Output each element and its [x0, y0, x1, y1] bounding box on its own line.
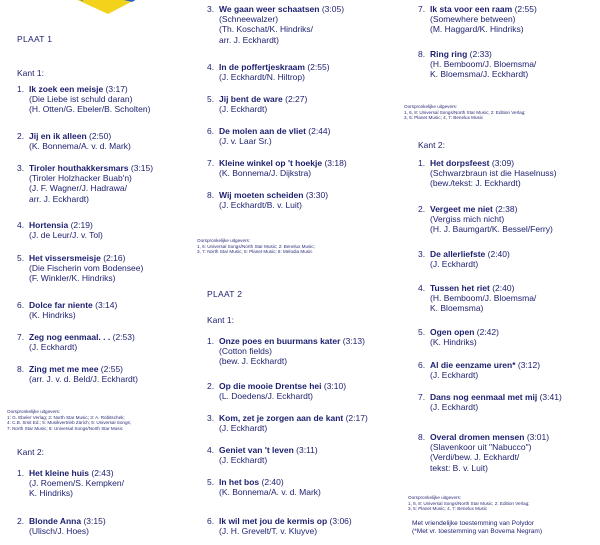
kant-heading: Kant 2: [418, 140, 445, 150]
publisher-note [7, 409, 131, 431]
track-title: Kom, zet je zorgen aan de kant [219, 413, 344, 423]
track-title: Ring ring [430, 49, 468, 59]
track-credit: (H. Bemboom/J. Bloemsma/ [430, 293, 537, 304]
publisher-line: 3, 5: Planet Music; 4, 7: Benelux Music [408, 506, 488, 512]
track-credit: (F. Winkler/K. Hindriks) [29, 273, 116, 284]
track-credit: (J. Eckhardt) [430, 402, 479, 413]
track-credit: (Tiroler Holzhacker Buab'n) [29, 173, 132, 184]
track-heading [207, 62, 330, 72]
track-duration: (3:01) [524, 432, 550, 442]
track-credit: (Verdi/bew. J. Eckhardt/ [430, 452, 520, 463]
track-number: 7. [418, 4, 426, 14]
track-title: In het bos [219, 477, 260, 487]
track-credit: (K. Bonnema/A. v. d. Mark) [219, 487, 321, 498]
track-title: Zeg nog eenmaal. . . [29, 332, 111, 342]
track-duration: (2:33) [467, 49, 492, 59]
publisher-line: 1, 6, 8: Universal Songs/North Star Music; 2: Edition Verlag; [404, 109, 526, 115]
publisher-line: 3, 5: Planet Music; 4, 7: Benelux Music [404, 115, 484, 121]
track-credit: (L. Doedens/J. Eckhardt) [219, 391, 314, 402]
track-number: 8. [418, 432, 426, 442]
track-duration: (3:06) [327, 516, 352, 526]
publisher-line: 7: North Star Music; 8: Universal Songs/North Star Music [7, 425, 123, 431]
track-item [17, 364, 138, 384]
track-number: 4. [207, 445, 215, 455]
track-item [17, 220, 103, 240]
track-number: 8. [17, 364, 25, 374]
track-number: 5. [17, 253, 25, 263]
track-title: Overal dromen mensen [430, 432, 525, 442]
track-credit: (K. Bonnema/J. Dijkstra) [219, 168, 312, 179]
track-number: 3. [207, 4, 215, 14]
track-item [207, 381, 346, 401]
track-title: Wij moeten scheiden [219, 190, 304, 200]
kant-heading: Kant 1: [17, 68, 44, 78]
track-number: 8. [418, 49, 426, 59]
track-credit: (J. Eckhardt) [430, 259, 479, 270]
track-title: Ik sta voor een raam [430, 4, 513, 14]
track-title: Hortensia [29, 220, 69, 230]
track-duration: (2:16) [100, 253, 126, 263]
track-credit: (Cotton fields) [219, 346, 272, 357]
track-number: 8. [207, 190, 215, 200]
track-duration: (3:30) [303, 190, 329, 200]
track-credit: (H. J. Baumgart/K. Bessel/Ferry) [430, 224, 553, 235]
track-duration: (2:44) [305, 126, 331, 136]
track-duration: (3:15) [128, 163, 154, 173]
publisher-line: 4: C.B. Smit Ed.; 5: Musikvertrieb Zürich; 6: Universal Songs; [7, 420, 132, 426]
track-duration: (3:15) [81, 516, 106, 526]
publisher-line: 1, 6, 8: Universal Songs/North Star Music; 2: Edition Verlag; [408, 500, 530, 506]
track-heading [17, 220, 103, 230]
track-item [207, 62, 330, 82]
track-item [207, 413, 368, 433]
track-heading [17, 364, 138, 374]
track-credit: (Slavenkoor uit "Nabucco") [430, 442, 532, 453]
track-title: Blonde Anna [29, 516, 82, 526]
track-title: De allerliefste [430, 249, 486, 259]
track-credit: (Ulisch/J. Hoes) [29, 526, 89, 537]
publisher-note [408, 495, 530, 512]
track-credit: (J. Eckhardt/N. Hiltrop) [219, 72, 305, 83]
track-credit: (J. Eckhardt) [219, 104, 268, 115]
permission-note [412, 520, 542, 536]
track-credit: K. Bloemsma) [430, 303, 484, 314]
track-heading [418, 392, 562, 402]
track-duration: (2:43) [89, 468, 114, 478]
track-credit: (Somewhere between) [430, 14, 516, 25]
track-item [418, 360, 540, 380]
track-number: 4. [17, 220, 25, 230]
track-title: We gaan weer schaatsen [219, 4, 320, 14]
track-item [207, 190, 328, 210]
track-number: 3. [418, 249, 426, 259]
track-credit: (J. Roemen/S. Kempken/ [29, 478, 124, 489]
track-number: 3. [207, 413, 215, 423]
track-title: Dans nog eenmaal met mij [430, 392, 538, 402]
track-title: Tiroler houthakkersmars [29, 163, 129, 173]
track-credit: (J. Eckhardt) [219, 423, 268, 434]
track-number: 3. [17, 163, 25, 173]
track-duration: (2:40) [485, 249, 510, 259]
track-title: Op die mooie Drentse hei [219, 381, 322, 391]
publisher-line: Oorspronkelijke uitgevers: [197, 238, 251, 243]
track-number: 4. [418, 283, 426, 293]
track-heading [207, 4, 344, 14]
kant-heading: Kant 1: [207, 315, 234, 325]
track-title: In de poffertjeskraam [219, 62, 305, 72]
track-heading [418, 158, 557, 168]
track-item [17, 253, 143, 284]
track-credit: K. Hindriks) [29, 488, 73, 499]
track-heading [207, 190, 328, 200]
track-number: 5. [207, 477, 215, 487]
publisher-line: 1: G. Ebeler Verlag; 2: North Star Music; 3: A. Robitschek; [7, 414, 125, 420]
track-credit: (J. v. Laar Sr.) [219, 136, 272, 147]
publisher-line: Oorspronkelijke uitgevers: [7, 409, 61, 414]
track-heading [17, 131, 131, 141]
track-credit: (Schwarzbraun ist die Haselnuss) [430, 168, 557, 179]
track-title: Geniet van 't leven [219, 445, 294, 455]
track-title: Ik zoek een meisje [29, 84, 104, 94]
record-label-logo [60, 0, 150, 16]
track-heading [418, 432, 549, 442]
track-heading [418, 360, 540, 370]
track-number: 2. [17, 131, 25, 141]
track-duration: (2:38) [492, 204, 518, 214]
track-item [17, 300, 117, 320]
track-item [207, 158, 347, 178]
track-title: De molen aan de vliet [219, 126, 306, 136]
track-heading [17, 253, 143, 263]
track-item [207, 445, 318, 465]
track-number: 4. [207, 62, 215, 72]
track-heading [17, 84, 150, 94]
track-heading [17, 468, 124, 478]
track-item [418, 4, 537, 35]
track-number: 7. [418, 392, 426, 402]
track-item [418, 432, 549, 473]
track-duration: (3:14) [92, 300, 118, 310]
track-title: Tussen het riet [430, 283, 490, 293]
track-heading [17, 163, 153, 173]
track-credit: (J. Eckhardt/B. v. Luit) [219, 200, 302, 211]
track-title: Dolce far niente [29, 300, 93, 310]
track-number: 7. [17, 332, 25, 342]
track-credit: (J. F. Wagner/J. Hadrawa/ [29, 183, 127, 194]
track-credit: (H. Otten/G. Ebeler/B. Scholten) [29, 104, 151, 115]
track-heading [418, 283, 536, 293]
track-item [418, 49, 536, 80]
track-duration: (2:17) [343, 413, 368, 423]
track-title: Het kleine huis [29, 468, 89, 478]
track-duration: (2:55) [512, 4, 537, 14]
track-duration: (2:55) [304, 62, 330, 72]
track-credit: (K. Hindriks) [29, 310, 76, 321]
track-heading [207, 477, 321, 487]
track-number: 2. [207, 381, 215, 391]
track-heading [207, 381, 346, 391]
track-credit: (bew. J. Eckhardt) [219, 356, 288, 367]
track-duration: (2:27) [282, 94, 308, 104]
plaat-heading: PLAAT 2 [207, 289, 243, 299]
track-heading [207, 158, 347, 168]
publisher-line: Oorspronkelijke uitgevers: [408, 495, 462, 500]
track-number: 6. [207, 516, 215, 526]
track-credit: tekst: B. v. Luit) [430, 462, 488, 473]
track-item [418, 283, 536, 314]
track-duration: (3:41) [537, 392, 562, 402]
track-heading [17, 516, 106, 526]
track-duration: (2:42) [474, 327, 499, 337]
track-item [207, 94, 307, 114]
track-duration: (3:12) [515, 360, 541, 370]
track-heading [418, 249, 510, 259]
track-item [17, 516, 106, 536]
track-heading [207, 126, 331, 136]
track-item [418, 392, 562, 412]
track-item [17, 84, 150, 115]
track-title: Het dorpsfeest [430, 158, 490, 168]
track-credit: (K. Bonnema/A. v. d. Mark) [29, 141, 131, 152]
permission-line: Met vriendelijke toestemming van Polydor [412, 520, 535, 527]
track-title: Onze poes en buurmans kater [219, 336, 341, 346]
track-number: 1. [418, 158, 426, 168]
track-item [17, 332, 135, 352]
track-credit: (Vergiss mich nicht) [430, 214, 505, 225]
track-duration: (3:18) [322, 158, 347, 168]
publisher-note [404, 104, 526, 121]
track-duration: (2:50) [86, 131, 112, 141]
track-duration: (3:11) [293, 445, 318, 455]
track-duration: (2:53) [110, 332, 135, 342]
track-credit: (J. H. Grevelt/T. v. Kluyve) [219, 526, 318, 537]
track-duration: (2:40) [489, 283, 515, 293]
track-credit: (J. de Leur/J. v. Tol) [29, 230, 103, 241]
track-credit: (K. Hindriks) [430, 337, 477, 348]
track-title: Jij bent de ware [219, 94, 283, 104]
track-title: Ik wil met jou de kermis op [219, 516, 328, 526]
track-heading [418, 49, 536, 59]
track-title: Al die eenzame uren* [430, 360, 516, 370]
track-title: Zing met me mee [29, 364, 99, 374]
permission-line: (*Met vr. toestemming van Bovema Negram) [412, 528, 543, 536]
track-item [207, 126, 331, 146]
track-number: 6. [207, 126, 215, 136]
track-duration: (2:19) [68, 220, 93, 230]
track-duration: (2:55) [98, 364, 124, 374]
track-item [418, 158, 557, 189]
track-item [418, 249, 510, 269]
track-heading [418, 204, 553, 214]
track-heading [17, 332, 135, 342]
track-heading [207, 94, 307, 104]
track-heading [207, 445, 318, 455]
track-duration: (2:40) [259, 477, 284, 487]
track-item [17, 131, 131, 151]
publisher-line: 1, 6: Universal Songs/North Star Music; 2: Benelux Music; [197, 243, 315, 249]
track-item [207, 516, 352, 536]
track-title: Ogen open [430, 327, 475, 337]
track-credit: (J. Eckhardt) [430, 370, 479, 381]
track-heading [418, 4, 537, 14]
track-item [17, 163, 153, 204]
publisher-line: Oorspronkelijke uitgevers: [404, 104, 458, 109]
track-credit: (Schneewalzer) [219, 14, 279, 25]
track-credit: (M. Haggard/K. Hindriks) [430, 24, 524, 35]
track-duration: (3:17) [103, 84, 128, 94]
track-heading [207, 413, 368, 423]
track-duration: (3:05) [319, 4, 345, 14]
track-item [17, 468, 124, 499]
plaat-heading: PLAAT 1 [17, 34, 53, 44]
track-item [207, 336, 365, 367]
track-credit: (arr. J. v. d. Beld/J. Eckhardt) [29, 374, 138, 385]
track-heading [207, 336, 365, 346]
track-item [418, 204, 553, 235]
track-heading [207, 516, 352, 526]
track-credit: (J. Eckhardt) [29, 342, 78, 353]
track-duration: (3:09) [489, 158, 515, 168]
kant-heading: Kant 2: [17, 447, 44, 457]
track-credit: arr. J. Eckhardt) [219, 34, 279, 45]
publisher-note [197, 238, 315, 255]
track-title: Vergeet me niet [430, 204, 493, 214]
track-number: 1. [17, 84, 25, 94]
track-credit: K. Bloemsma/J. Eckhardt) [430, 69, 529, 80]
track-number: 6. [418, 360, 426, 370]
track-title: Kleine winkel op 't hoekje [219, 158, 323, 168]
track-credit: (Th. Koschat/K. Hindriks/ [219, 24, 314, 35]
track-heading [418, 327, 499, 337]
track-credit: (J. Eckhardt) [219, 455, 268, 466]
track-duration: (3:13) [340, 336, 365, 346]
track-heading [17, 300, 117, 310]
track-number: 7. [207, 158, 215, 168]
publisher-line: 3, 7: North Star Music; 5: Planet Music; 8: Melodia Music [197, 249, 313, 255]
track-number: 5. [207, 94, 215, 104]
track-duration: (3:10) [321, 381, 347, 391]
track-number: 1. [207, 336, 215, 346]
track-item [207, 4, 344, 45]
track-credit: (H. Bemboom/J. Bloemsma/ [430, 59, 537, 70]
track-title: Het vissersmeisje [29, 253, 101, 263]
track-title: Jij en ik alleen [29, 131, 87, 141]
track-number: 2. [17, 516, 25, 526]
track-number: 6. [17, 300, 25, 310]
track-credit: arr. J. Eckhardt) [29, 193, 89, 204]
track-number: 2. [418, 204, 426, 214]
track-item [207, 477, 321, 497]
track-item [418, 327, 499, 347]
track-credit: (bew./tekst: J. Eckhardt) [430, 178, 521, 189]
track-number: 5. [418, 327, 426, 337]
track-credit: (Die Fischerin vom Bodensee) [29, 263, 144, 274]
track-number: 1. [17, 468, 25, 478]
track-credit: (Die Liebe ist schuld daran) [29, 94, 133, 105]
